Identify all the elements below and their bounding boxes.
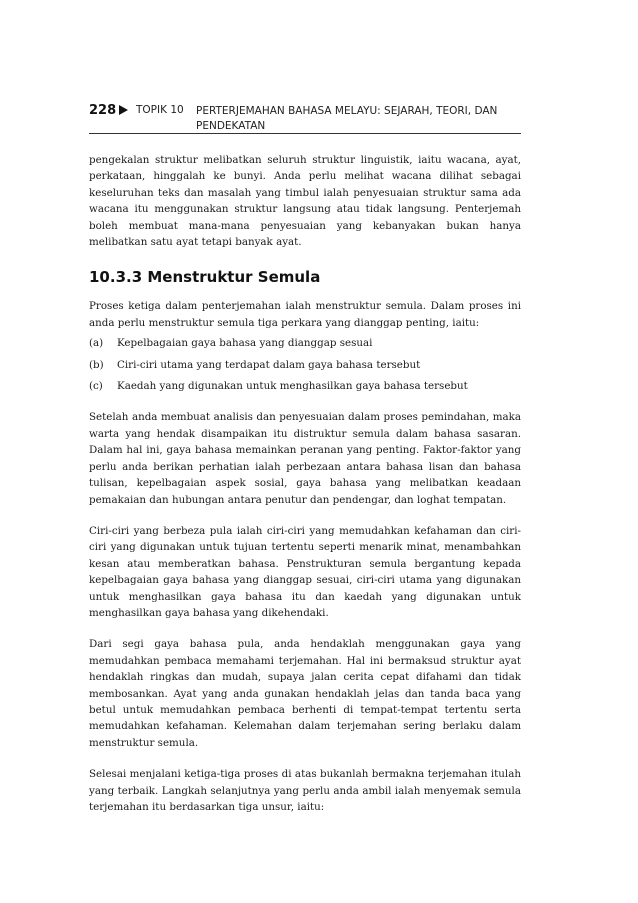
paragraph-5: Selesai menjalani ketiga-tiga proses di atas bukanlah bermakna terjemahan itulah yang terbaik. Langkah selanjutnya yang perlu anda ambil ialah menyemak semula terjemahan itu berdasarkan tiga unsur, iaitu:: [89, 768, 521, 813]
list-item: [89, 378, 521, 394]
page-body: [89, 152, 521, 830]
paragraph-4: Dari segi gaya bahasa pula, anda hendaklah menggunakan gaya yang memudahkan pembaca memahami terjemahan. Hal ini bermaksud struktur ayat hendaklah ringkas dan mudah, supaya jalan cerita cepat difahami dan tidak membosankan. Ayat yang anda gunakan hendaklah jelas dan tanda baca yang betul untuk memudahkan pembaca berhenti di tempat-tempat tertentu serta memudahkan kefahaman. Kelemahan dalam terjemahan sering berlaku dalam menstruktur semula.: [89, 638, 521, 749]
header-divider: [89, 133, 521, 134]
running-title: PERTERJEMAHAN BAHASA MELAYU: SEJARAH, TEORI, DAN PENDEKATAN: [196, 105, 498, 132]
topic-label: TOPIK 10: [136, 104, 184, 116]
list-item-label: (b): [89, 358, 104, 371]
list-item-text: Kaedah yang digunakan untuk menghasilkan gaya bahasa tersebut: [117, 380, 468, 393]
list-item-label: (a): [89, 337, 104, 350]
item-list: [89, 335, 521, 394]
list-item-text: Kepelbagaian gaya bahasa yang dianggap sesuai: [117, 337, 373, 350]
list-item-label: (c): [89, 380, 103, 393]
paragraph-2: Setelah anda membuat analisis dan penyesuaian dalam proses pemindahan, maka warta yang hendak disampaikan itu distruktur semula dalam bahasa sasaran. Dalam hal ini, gaya bahasa memainkan peranan yang penting. Faktor-faktor yang perlu anda berikan perhatian ialah perbezaan antara bahasa lisan dan bahasa tulisan, kepelbagaian aspek sosial, gaya bahasa yang melibatkan keadaan pemakaian dan hubungan antara penutur dan pendengar, dan loghat tempatan.: [89, 411, 521, 506]
paragraph-3: Ciri-ciri yang berbeza pula ialah ciri-ciri yang memudahkan kefahaman dan ciri-ciri yang digunakan untuk tujuan tertentu seperti menarik minat, menambahkan kesan atau memberatkan bahasa. Penstrukturan semula bergantung kepada kepelbagaian gaya bahasa yang dianggap sesuai, ciri-ciri utama yang digunakan untuk menghasilkan gaya bahasa itu dan kaedah yang digunakan untuk menghasilkan gaya bahasa yang dikehendaki.: [89, 524, 521, 619]
section-heading: 10.3.3 Menstruktur Semula: [89, 268, 321, 287]
section-intro: Proses ketiga dalam penterjemahan ialah menstruktur semula. Dalam proses ini anda perlu menstruktur semula tiga perkara yang dianggap penting, iaitu:: [89, 300, 521, 329]
page-number: 228: [89, 103, 117, 118]
paragraph-1: pengekalan struktur melibatkan seluruh struktur linguistik, iaitu wacana, ayat, perkataan, hinggalah ke bunyi. Anda perlu melihat wacana dilihat sebagai keseluruhan teks dan masalah yang timbul ialah penyesuaian struktur sama ada wacana itu menggunakan struktur langsung atau tidak langsung. Penterjemah boleh membuat mana-mana penyesuaian yang kebanyakan bukan hanya melibatkan satu ayat tetapi banyak ayat.: [89, 154, 521, 249]
triangle-right-icon: [119, 105, 128, 115]
list-item-text: Ciri-ciri utama yang terdapat dalam gaya bahasa tersebut: [117, 358, 421, 371]
list-item: [89, 357, 521, 373]
list-item: [89, 335, 521, 351]
page-header: [89, 100, 521, 134]
